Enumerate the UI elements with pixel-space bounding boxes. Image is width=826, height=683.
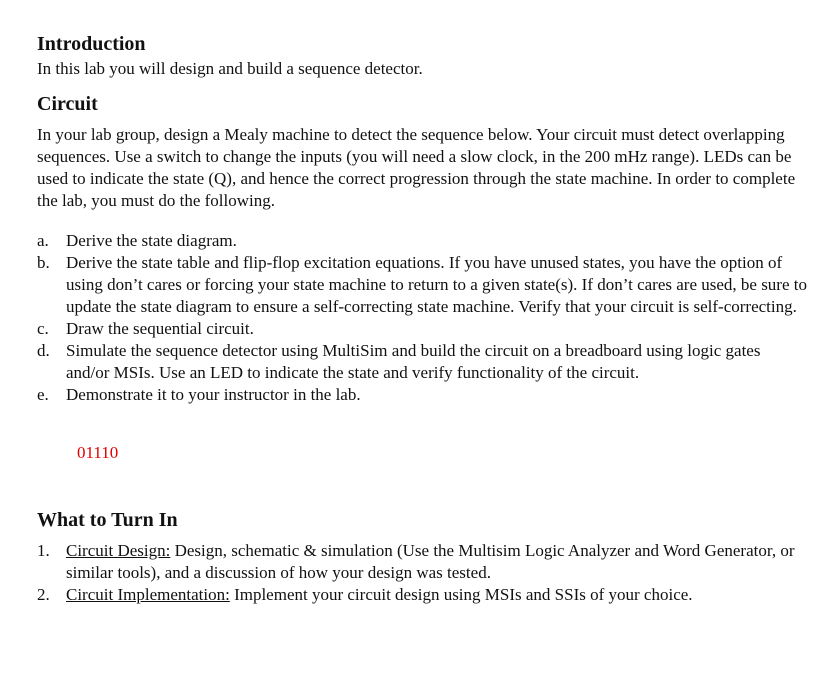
turn-in-text: Implement your circuit design using MSIs and SSIs of your choice.: [229, 585, 693, 604]
target-sequence: 01110: [77, 443, 119, 462]
turn-in-item-2: [37, 584, 807, 606]
step-item-b: [37, 252, 807, 318]
turn-in-heading: What to Turn In: [37, 509, 178, 531]
introduction-heading: Introduction: [37, 33, 146, 55]
introduction-text: In this lab you will design and build a sequence detector.: [37, 59, 423, 78]
step-text: Simulate the sequence detector using MultiSim and build the circuit on a breadboard using logic gates and/or MSIs. Use an LED to indicate the state and verify functionality of the circuit.: [66, 341, 761, 382]
turn-in-marker: 2.: [37, 585, 50, 604]
step-item-a: [37, 230, 807, 252]
step-marker: a.: [37, 231, 49, 250]
step-marker: b.: [37, 253, 50, 272]
turn-in-marker: 1.: [37, 541, 50, 560]
document-page: [37, 32, 807, 606]
step-text: Derive the state diagram.: [66, 231, 237, 250]
turn-in-item-1: [37, 540, 807, 584]
turn-in-list: [37, 540, 807, 606]
turn-in-label: Circuit Design:: [66, 541, 171, 560]
step-marker: c.: [37, 319, 49, 338]
step-text: Derive the state table and flip-flop excitation equations. If you have unused states, you have the option of using don’t cares or forcing your state machine to return to a given state(s). If don’t cares are used, be sure to update the state diagram to ensure a self-correcting state machine. Verify that your circuit is self-correcting.: [66, 253, 807, 316]
step-text: Demonstrate it to your instructor in the lab.: [66, 385, 361, 404]
circuit-text: In your lab group, design a Mealy machine to detect the sequence below. Your circuit must detect overlapping sequences. Use a switch to change the inputs (you will need a slow clock, in the 200 mHz range). LEDs can be used to indicate the state (Q), and hence the correct progression through the state machine. In order to complete the lab, you must do the following.: [37, 125, 796, 210]
turn-in-text: Design, schematic & simulation (Use the Multisim Logic Analyzer and Word Generator, or similar tools), and a discussion of how your design was tested.: [66, 541, 795, 582]
turn-in-label: Circuit Implementation:: [66, 585, 230, 604]
circuit-heading: Circuit: [37, 93, 98, 115]
step-marker: d.: [37, 341, 50, 360]
step-item-d: [37, 340, 807, 384]
step-text: Draw the sequential circuit.: [66, 319, 254, 338]
step-item-c: [37, 318, 807, 340]
step-marker: e.: [37, 385, 49, 404]
steps-list: [37, 230, 807, 406]
step-item-e: [37, 384, 807, 406]
